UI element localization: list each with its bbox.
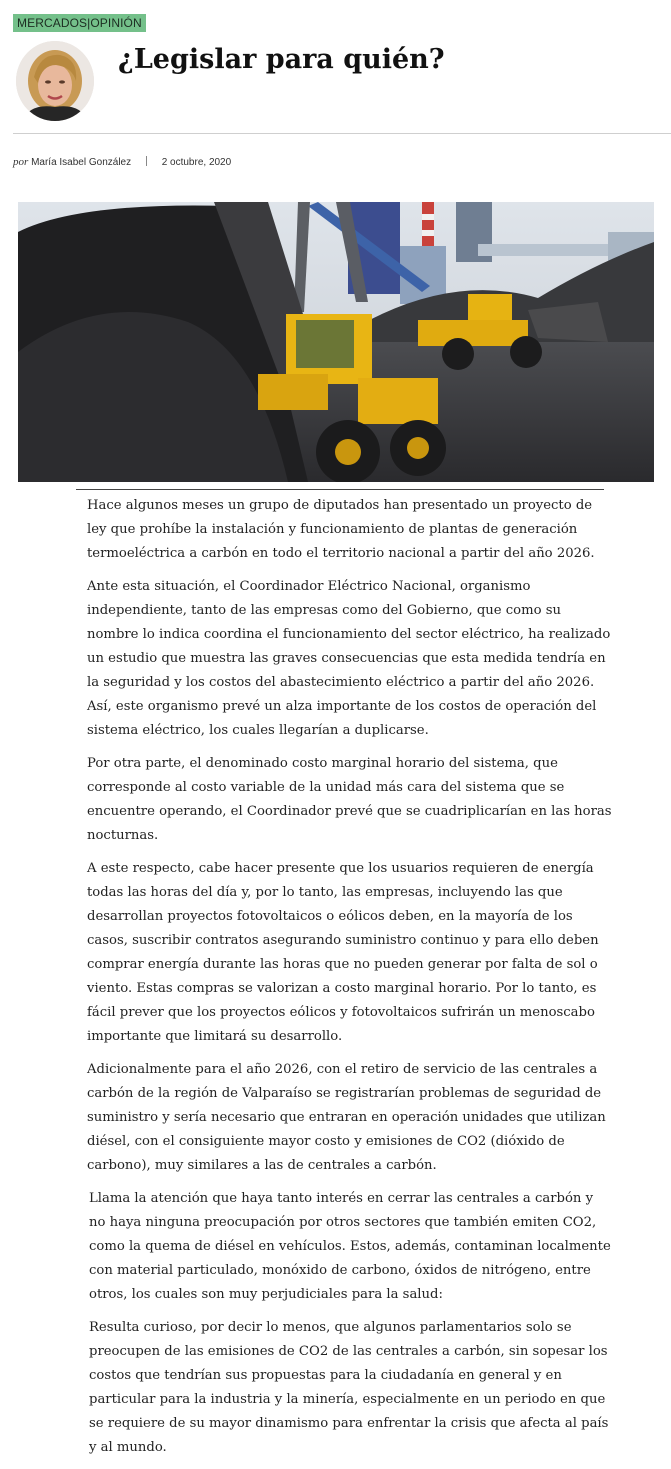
author-avatar	[16, 41, 94, 121]
article-title: ¿Legislar para quién?	[118, 44, 445, 75]
paragraph: Adicionalmente para el año 2026, con el retiro de servicio de las centrales a carbón de la región de Valparaíso se registrarían problemas de seguridad de suministro y sería necesario que entraran en operación unidades que utilizan diésel, con el consiguiente mayor costo y emisiones de CO2 (dióxido de carbono), muy similares a las de centrales a carbón.	[87, 1062, 606, 1173]
publish-date: 2 octubre, 2020	[161, 157, 232, 168]
paragraph: Hace algunos meses un grupo de diputados han presentado un proyecto de ley que prohíbe la instalación y funcionamiento de plantas de generación termoeléctrica a carbón en todo el territorio nacional a partir del año 2026.	[87, 498, 595, 561]
hero-image	[18, 202, 654, 482]
byline-prefix: por	[13, 156, 29, 168]
body-divider	[76, 489, 604, 490]
paragraph: Resulta curioso, por decir lo menos, que algunos parlamentarios solo se preocupen de las emisiones de CO2 de las centrales a carbón, sin sopesar los costos que tendrían sus propuestas para la ciudadanía en general y en particular para la industria y la minería, especialmente en un periodo en que se requiere de su mayor dinamismo para enfrentar la crisis que afecta al país y al mundo.	[89, 1320, 609, 1455]
header-divider	[13, 133, 671, 134]
author-name[interactable]: María Isabel González	[31, 157, 132, 168]
paragraph: Llama la atención que haya tanto interés en cerrar las centrales a carbón y no haya ninguna preocupación por otros sectores que también emiten CO2, como la quema de diésel en vehículos. Estos, además, contaminan localmente con material particulado, monóxido de carbono, óxidos de nitrógeno, entre otros, los cuales son muy perjudiciales para la salud:	[89, 1191, 611, 1302]
paragraph: Por otra parte, el denominado costo marginal horario del sistema, que corresponde al costo variable de la unidad más cara del sistema que se encuentre operando, el Coordinador prevé que se cuadriplicarían en las horas nocturnas.	[87, 756, 612, 843]
category-tag[interactable]: MERCADOS|OPINIÓN	[13, 14, 146, 32]
byline-separator	[146, 156, 147, 166]
paragraph: A este respecto, cabe hacer presente que los usuarios requieren de energía todas las horas del día y, por lo tanto, las empresas, incluyendo las que desarrollan proyectos fotovoltaicos o eólicos deben, en la mayoría de los casos, suscribir contratos asegurando suministro continuo y para ello deben comprar energía durante las horas que no pueden generar por falta de sol o viento. Estas compras se valorizan a costo marginal horario. Por lo tanto, es fácil prever que los proyectos eólicos y fotovoltaicos sufrirán un menoscabo importante que limitará su desarrollo.	[87, 861, 599, 1044]
article-body	[87, 494, 612, 1469]
byline	[13, 155, 231, 170]
paragraph: Ante esta situación, el Coordinador Eléctrico Nacional, organismo independiente, tanto de las empresas como del Gobierno, que como su nombre lo indica coordina el funcionamiento del sector eléctrico, ha realizado un estudio que muestra las graves consecuencias que esta medida tendría en la seguridad y los costos del abastecimiento eléctrico a partir del año 2026. Así, este organismo prevé un alza importante de los costos de operación del sistema eléctrico, los cuales llegarían a duplicarse.	[87, 579, 611, 738]
